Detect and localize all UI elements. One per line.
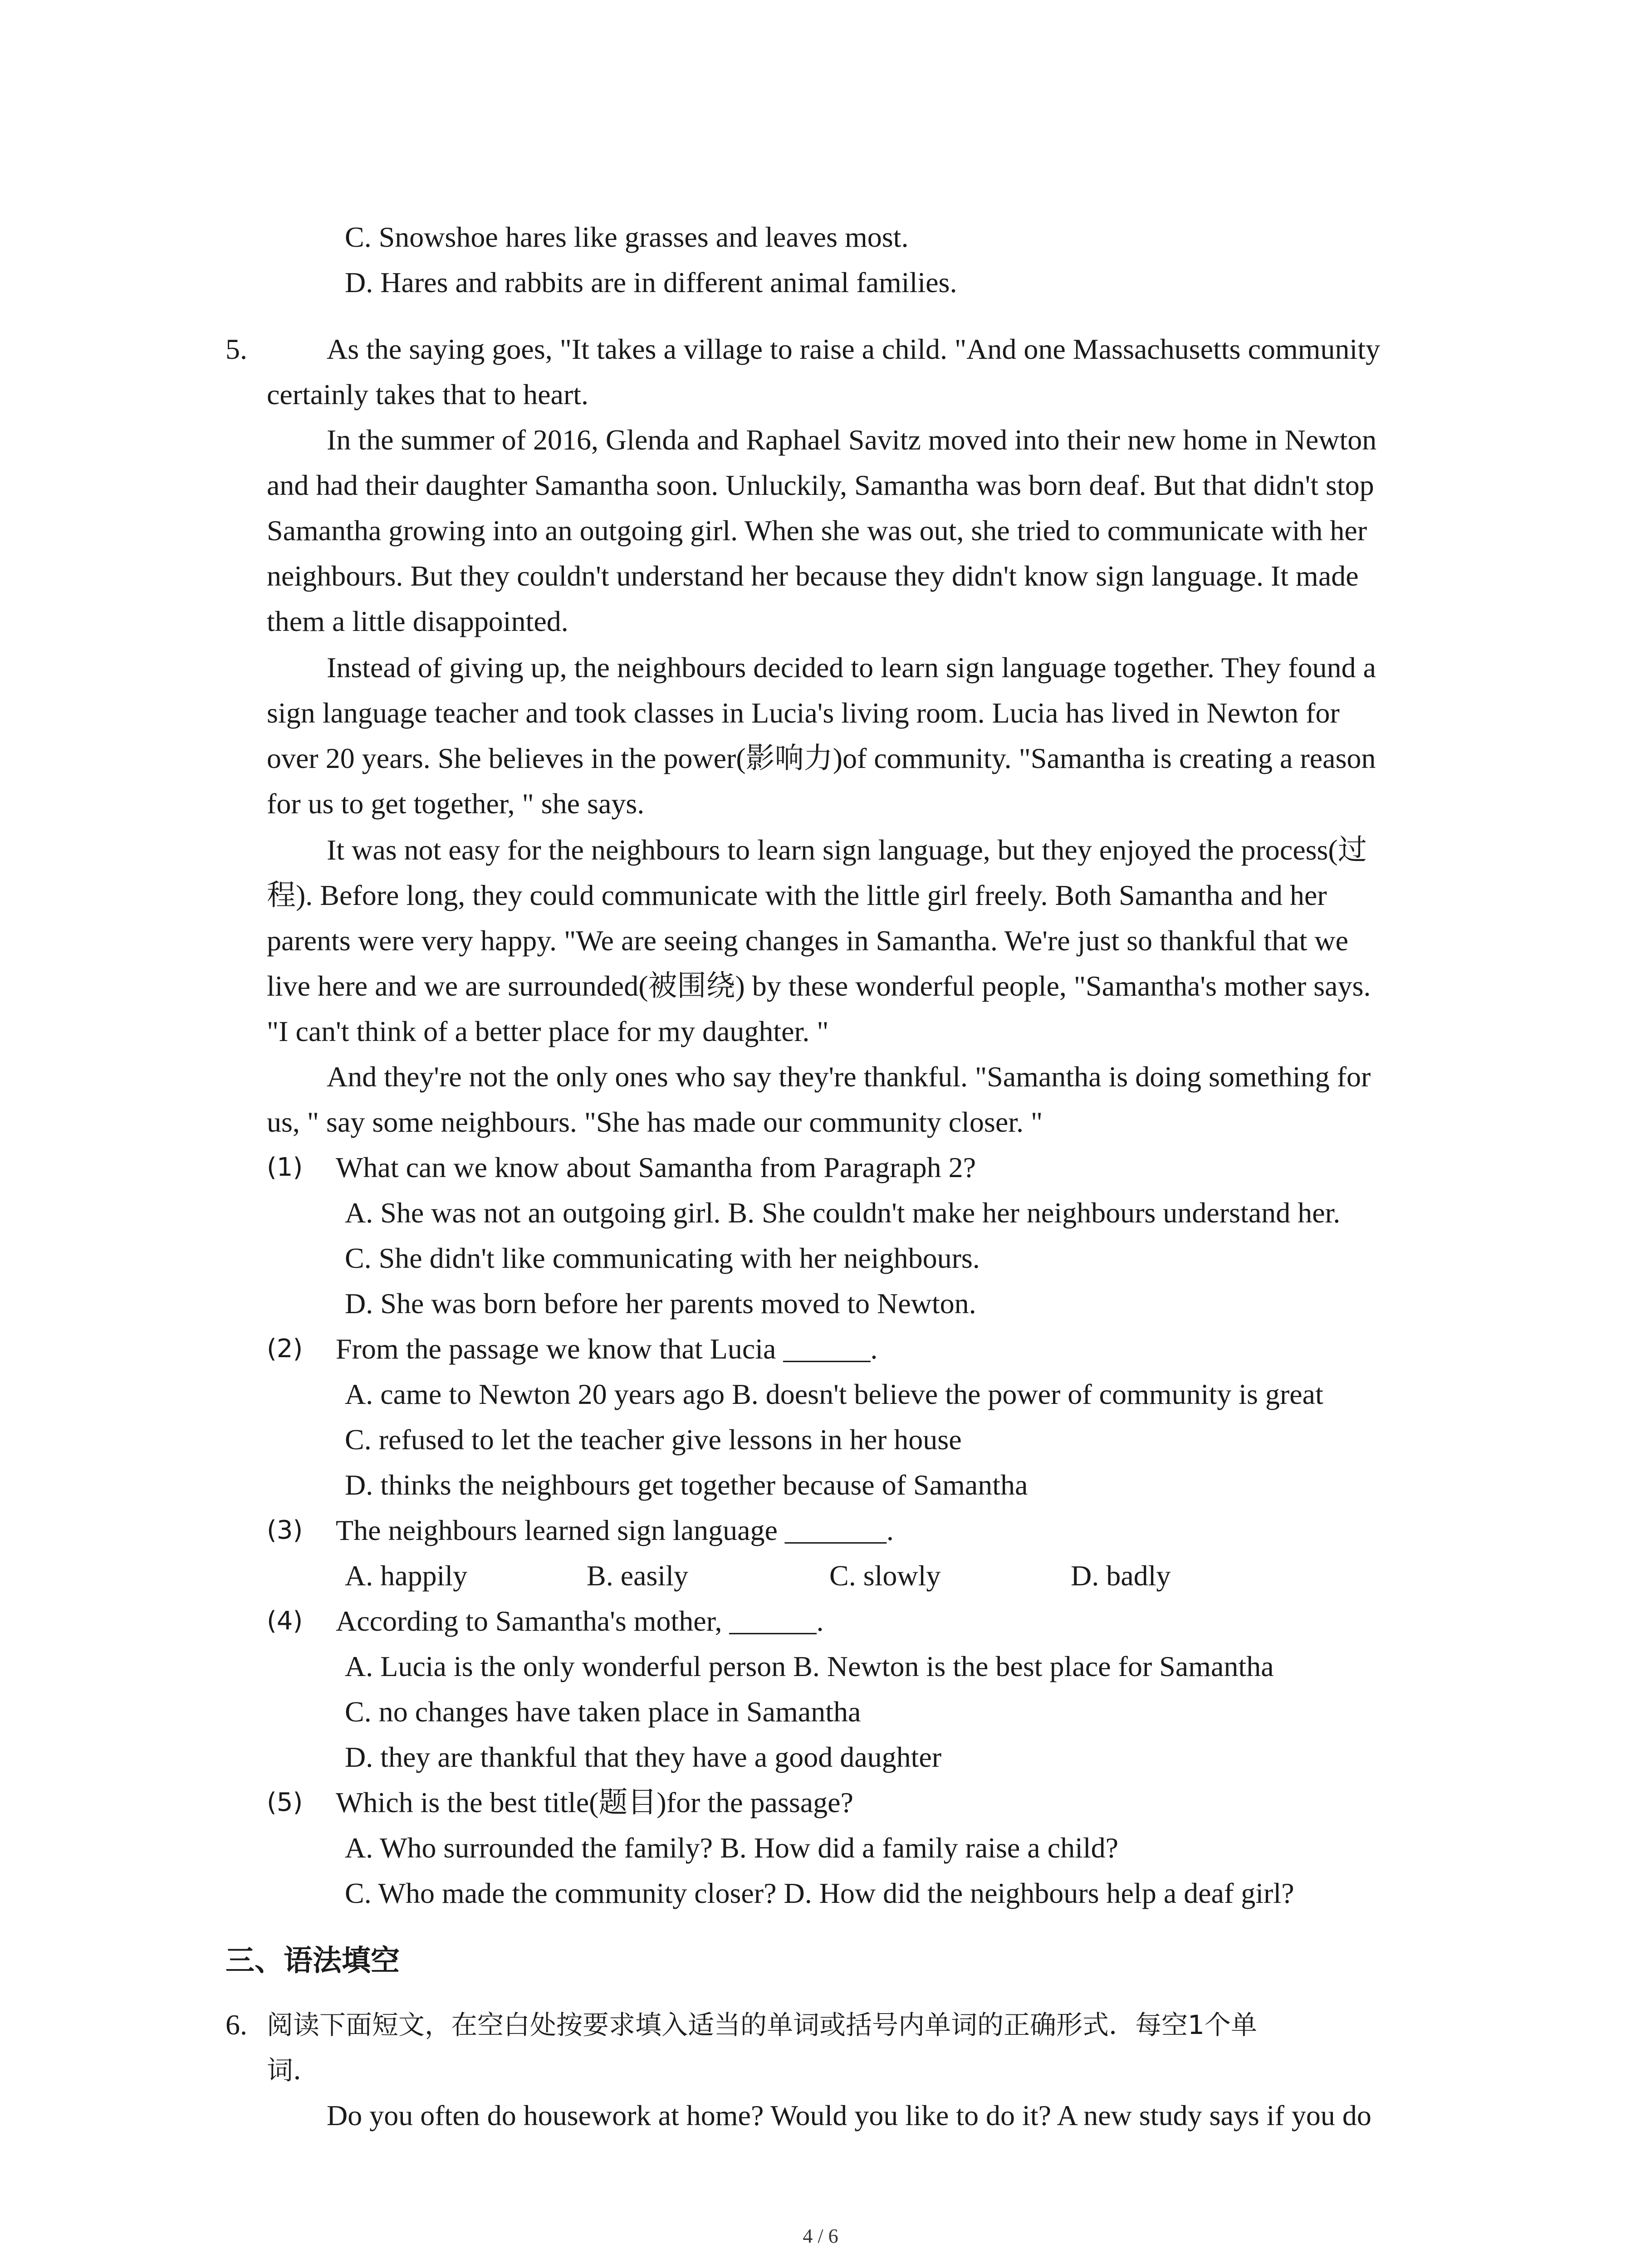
passage-line: It was not easy for the neighbours to learn sign language, but they enjoyed the process(过 [327, 834, 1367, 866]
passage-line: Do you often do housework at home? Would you like to do it? A new study says if you do [327, 2099, 1372, 2131]
question-number-5: 5. [225, 333, 247, 365]
passage-line: And they're not the only ones who say they're thankful. "Samantha is doing something for [327, 1061, 1371, 1093]
passage-line: As the saying goes, "It takes a village to raise a child. "And one Massachusetts community [327, 333, 1380, 365]
passage-line: "I can't think of a better place for my daughter. " [267, 1015, 829, 1047]
subquestion-text: Which is the best title(题目)for the passage? [336, 1786, 853, 1818]
subquestion-text: What can we know about Samantha from Paragraph 2? [336, 1151, 976, 1183]
answer-option: C. no changes have taken place in Samantha [345, 1696, 861, 1728]
answer-option: A. She was not an outgoing girl. B. She couldn't make her neighbours understand her. [345, 1197, 1341, 1229]
answer-option: A. Lucia is the only wonderful person B. Newton is the best place for Samantha [345, 1650, 1274, 1682]
question-instruction: 阅读下面短文，在空白处按要求填入适当的单词或括号内单词的正确形式．每空1个单 [267, 2009, 1257, 2040]
answer-option: D. thinks the neighbours get together because of Samantha [345, 1469, 1028, 1501]
prev-option-c: C. Snowshoe hares like grasses and leaves most. [345, 221, 909, 253]
subquestion-text: From the passage we know that Lucia ______. [336, 1333, 878, 1365]
subquestion-number: (5) [267, 1788, 303, 1817]
question-number-6: 6. [225, 2009, 247, 2041]
answer-option-a: A. happily [345, 1559, 468, 1592]
question-instruction: 词． [267, 2055, 320, 2086]
passage-line: Samantha growing into an outgoing girl. When she was out, she tried to communicate with her [267, 514, 1367, 547]
answer-option: C. refused to let the teacher give lessons in her house [345, 1423, 962, 1456]
answer-option: D. they are thankful that they have a good daughter [345, 1741, 942, 1773]
passage-line: parents were very happy. "We are seeing changes in Samantha. We're just so thankful that we [267, 924, 1348, 957]
page-number: 4 / 6 [803, 2225, 838, 2247]
answer-option-c: C. slowly [829, 1559, 941, 1592]
passage-line: and had their daughter Samantha soon. Unluckily, Samantha was born deaf. But that didn't stop [267, 469, 1374, 501]
passage-line: them a little disappointed. [267, 605, 568, 637]
passage-line: live here and we are surrounded(被围绕) by these wonderful people, "Samantha's mother says. [267, 970, 1371, 1002]
subquestion-text: According to Samantha's mother, ______. [336, 1605, 824, 1637]
passage-line: 程). Before long, they could communicate with the little girl freely. Both Samantha and her [267, 879, 1327, 911]
subquestion-number: (2) [267, 1334, 303, 1364]
passage-line: certainly takes that to heart. [267, 378, 589, 411]
answer-option: C. Who made the community closer? D. How did the neighbours help a deaf girl? [345, 1877, 1294, 1909]
answer-option: C. She didn't like communicating with her neighbours. [345, 1242, 980, 1274]
passage-line: neighbours. But they couldn't understand her because they didn't know sign language. It made [267, 560, 1359, 592]
subquestion-number: (3) [267, 1515, 303, 1545]
answer-option-b: B. easily [587, 1559, 688, 1592]
prev-option-d: D. Hares and rabbits are in different animal families. [345, 266, 957, 298]
subquestion-text: The neighbours learned sign language _______. [336, 1514, 894, 1546]
answer-option: A. came to Newton 20 years ago B. doesn't believe the power of community is great [345, 1378, 1323, 1410]
answer-option-d: D. badly [1071, 1559, 1171, 1592]
passage-line: for us to get together, " she says. [267, 787, 645, 820]
answer-option: A. Who surrounded the family? B. How did a family raise a child? [345, 1832, 1119, 1864]
section-title: 三、语法填空 [225, 1944, 400, 1978]
answer-option: D. She was born before her parents moved to Newton. [345, 1287, 976, 1320]
passage-line: Instead of giving up, the neighbours decided to learn sign language together. They found a [327, 651, 1376, 684]
passage-line: us, " say some neighbours. "She has made our community closer. " [267, 1106, 1043, 1138]
passage-line: In the summer of 2016, Glenda and Raphael Savitz moved into their new home in Newton [327, 424, 1377, 456]
passage-line: over 20 years. She believes in the power(影响力)of community. "Samantha is creating a reason [267, 742, 1376, 774]
subquestion-number: (4) [267, 1606, 303, 1636]
passage-line: sign language teacher and took classes in Lucia's living room. Lucia has lived in Newton for [267, 697, 1340, 729]
subquestion-number: (1) [267, 1153, 303, 1182]
